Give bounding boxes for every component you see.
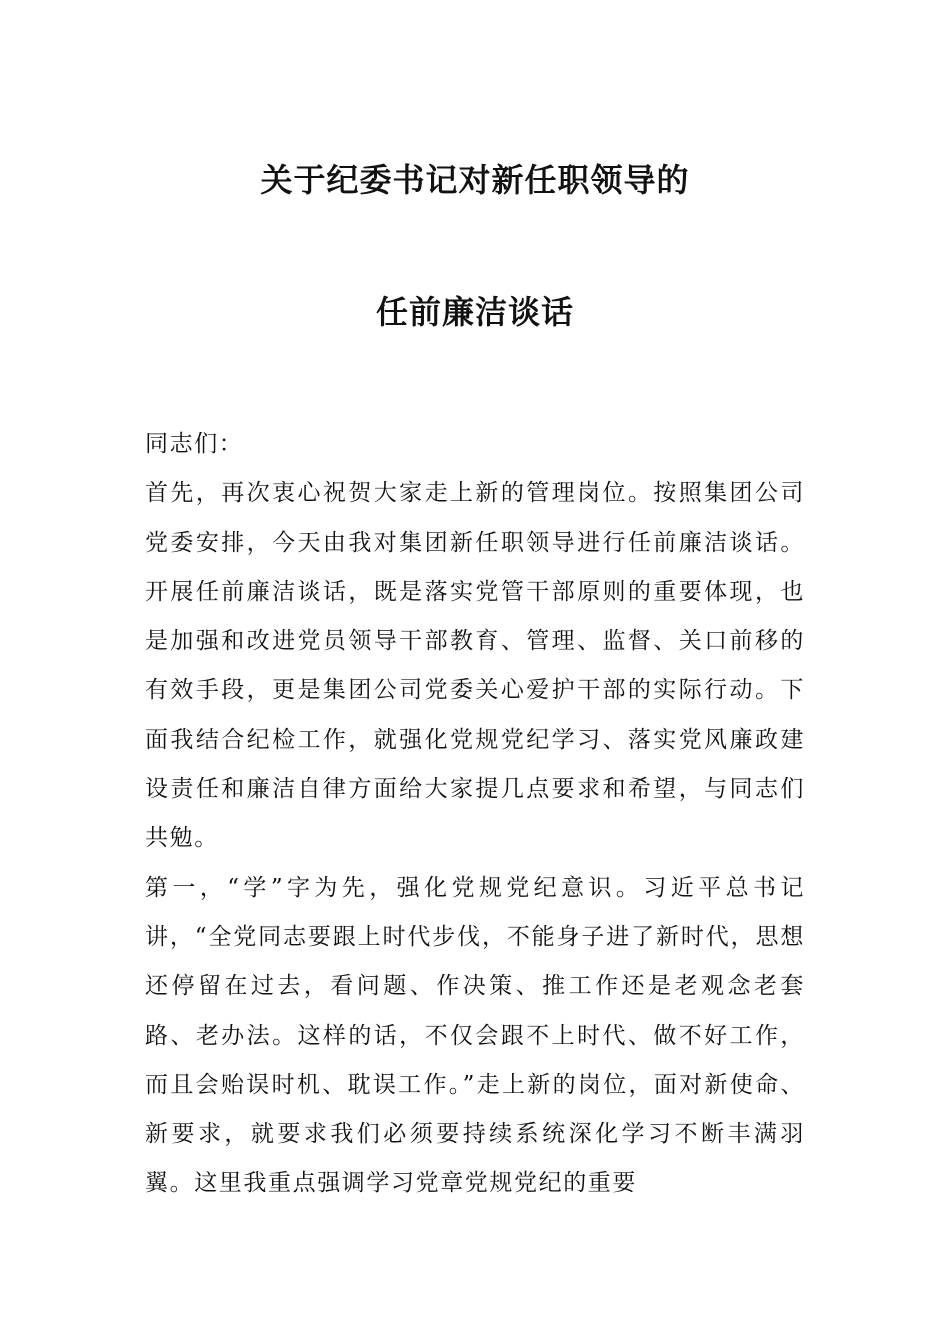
salutation: 同志们： <box>145 431 244 457</box>
document-title-line-1: 关于纪委书记对新任职领导的 <box>260 161 690 199</box>
body-paragraph-2: 第一，“学”字为先，强化党规党纪意识。习近平总书记讲，“全党同志要跟上时代步伐，不能身子进了新时代，思想还停留在过去，看问题、作决策、推工作还是老观念老套路、老办法。这样的话，不仅会跟不上时代、做不好工作，而且会贻误时机、耽误工作。”走上新的岗位，面对新使命、新要求，就要求我们必须要持续系统深化学习不断丰满羽翼。这里我重点强调学习党章党规党纪的重要 <box>145 874 805 1197</box>
document-body <box>145 420 805 1209</box>
body-paragraph-1: 首先，再次衷心祝贺大家走上新的管理岗位。按照集团公司党委安排，今天由我对集团新任职领导进行任前廉洁谈话。开展任前廉洁谈话，既是落实党管干部原则的重要体现，也是加强和改进党员领导干部教育、管理、监督、关口前移的有效手段，更是集团公司党委关心爱护干部的实际行动。下面我结合纪检工作，就强化党规党纪学习、落实党风廉政建设责任和廉洁自律方面给大家提几点要求和希望，与同志们共勉。 <box>145 480 805 852</box>
document-title-line-2: 任前廉洁谈话 <box>375 293 574 331</box>
